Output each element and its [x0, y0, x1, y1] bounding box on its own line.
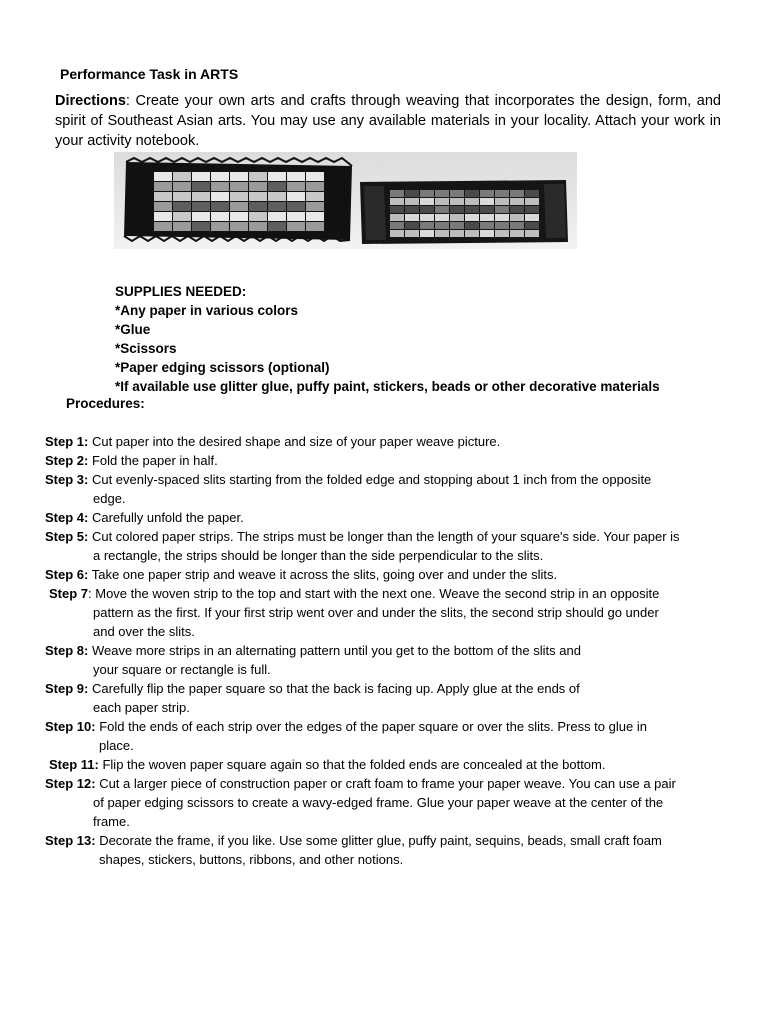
weave-cell	[154, 192, 172, 201]
step-6	[45, 565, 725, 584]
weave-cell	[390, 198, 404, 205]
step-text: Decorate the frame, if you like. Use some glitter glue, puffy paint, sequins, beads, small craft foam	[95, 833, 662, 848]
weave-cell	[510, 230, 524, 237]
weave-cell	[510, 198, 524, 205]
step-7-continued: pattern as the first. If your first strip went over and under the slits, the second strip should go under	[93, 605, 659, 620]
step-label: Step 11:	[49, 757, 99, 772]
weave-cell	[230, 192, 248, 201]
paper-weave-photo	[114, 152, 577, 249]
weave-cell	[192, 222, 210, 231]
weave-cell	[211, 202, 229, 211]
weave-cell	[287, 202, 305, 211]
step-label: Step 2:	[45, 453, 89, 468]
supply-item: *Any paper in various colors	[115, 303, 299, 318]
weave-cell	[420, 214, 434, 221]
step-10	[45, 717, 725, 736]
weave-cell	[525, 206, 539, 213]
weave-cell	[287, 172, 305, 181]
step-label: Step 1:	[45, 434, 89, 449]
weave-cell	[495, 222, 509, 229]
supplies-heading: SUPPLIES NEEDED:	[115, 284, 247, 299]
weave-cell	[450, 230, 464, 237]
weave-cell	[495, 190, 509, 197]
weave-cell	[211, 222, 229, 231]
weave-cell	[450, 214, 464, 221]
step-2	[45, 451, 725, 470]
weave-cell	[306, 212, 324, 221]
step-label: Step 10:	[45, 719, 96, 734]
weave-cell	[405, 198, 419, 205]
step-13	[45, 831, 725, 850]
weave-cell	[211, 172, 229, 181]
step-label: Step 3:	[45, 472, 89, 487]
weave-cell	[192, 202, 210, 211]
page-title: Performance Task in ARTS	[60, 66, 239, 82]
weave-cell	[173, 212, 191, 221]
weave-cell	[249, 182, 267, 191]
weave-cell	[480, 222, 494, 229]
weave-cell	[268, 182, 286, 191]
weave-cell	[435, 222, 449, 229]
weave-cell	[287, 222, 305, 231]
weave-cell	[465, 198, 479, 205]
step-label: Step 7	[49, 586, 89, 601]
step-label: Step 6:	[45, 567, 89, 582]
weave-cell	[510, 206, 524, 213]
weave-cell	[268, 212, 286, 221]
weave-cell	[435, 190, 449, 197]
weave-cell	[287, 212, 305, 221]
weave-cell	[405, 206, 419, 213]
supply-item: *Glue	[115, 322, 151, 337]
supply-item: *Paper edging scissors (optional)	[115, 360, 330, 375]
weave-cell	[390, 222, 404, 229]
step-8	[45, 641, 725, 660]
weave-cell	[192, 182, 210, 191]
steps-list	[45, 432, 725, 869]
weave-cell	[154, 182, 172, 191]
step-label: Step 8:	[45, 643, 89, 658]
weave-cell	[230, 212, 248, 221]
weave-cell	[249, 222, 267, 231]
weave-cell	[465, 190, 479, 197]
weave-cell	[480, 198, 494, 205]
weave-cell	[480, 214, 494, 221]
weave-cell	[390, 206, 404, 213]
weave-cell	[465, 206, 479, 213]
weave-cell	[173, 202, 191, 211]
step-label: Step 9:	[45, 681, 89, 696]
weave-cell	[525, 222, 539, 229]
weave-cell	[480, 230, 494, 237]
weave-cell	[154, 202, 172, 211]
weave-cell	[230, 202, 248, 211]
weave-cell	[465, 214, 479, 221]
weave-cell	[510, 214, 524, 221]
weave-cell	[450, 190, 464, 197]
step-11	[45, 755, 725, 774]
weave-cell	[525, 190, 539, 197]
weave-cell	[173, 222, 191, 231]
step-text: Cut a larger piece of construction paper or craft foam to frame your paper weave. You can use a pair	[95, 776, 676, 791]
weave-cell	[154, 222, 172, 231]
weave-cell	[306, 192, 324, 201]
weave-cell	[192, 192, 210, 201]
weave-cell	[480, 206, 494, 213]
weave-cell	[192, 172, 210, 181]
weave-cell	[390, 230, 404, 237]
step-10-continued: place.	[99, 738, 134, 753]
weave-cell	[480, 190, 494, 197]
step-9	[45, 679, 725, 698]
step-1	[45, 432, 725, 451]
weave-cell	[420, 222, 434, 229]
weave-cell	[465, 222, 479, 229]
weave-cell	[268, 192, 286, 201]
weave-cell	[306, 202, 324, 211]
weave-cell	[154, 172, 172, 181]
step-8-continued: your square or rectangle is full.	[93, 662, 271, 677]
step-text: Cut paper into the desired shape and size of your paper weave picture.	[88, 434, 501, 449]
weave-cell	[249, 172, 267, 181]
supply-item: *If available use glitter glue, puffy paint, stickers, beads or other decorative materials	[115, 379, 660, 394]
supply-item: *Scissors	[115, 341, 177, 356]
step-5-continued: a rectangle, the strips should be longer than the side perpendicular to the slits.	[93, 548, 544, 563]
weave-cell	[268, 202, 286, 211]
step-3	[45, 470, 725, 489]
step-12-continued: of paper edging scissors to create a wavy-edged frame. Glue your paper weave at the center of the	[93, 795, 664, 810]
step-label: Step 5:	[45, 529, 89, 544]
weave-cell	[211, 182, 229, 191]
step-text: Fold the ends of each strip over the edges of the paper square or over the slits. Press to glue in	[95, 719, 647, 734]
step-12	[45, 774, 725, 793]
step-7-continued: and over the slits.	[93, 624, 195, 639]
step-text: : Move the woven strip to the top and start with the next one. Weave the second strip in an opposite	[88, 586, 660, 601]
weave-cell	[450, 206, 464, 213]
step-text: Weave more strips in an alternating pattern until you get to the bottom of the slits and	[88, 643, 581, 658]
weave-cell	[495, 198, 509, 205]
weave-cell	[390, 214, 404, 221]
weave-cell	[435, 214, 449, 221]
weave-cell	[405, 222, 419, 229]
weave-cell	[173, 182, 191, 191]
left-paper-weave	[124, 158, 352, 241]
weave-cell	[230, 182, 248, 191]
weave-cell	[230, 172, 248, 181]
weave-cell	[192, 212, 210, 221]
weave-cell	[306, 182, 324, 191]
weave-cell	[435, 230, 449, 237]
weave-cell	[495, 206, 509, 213]
weave-cell	[510, 190, 524, 197]
directions-label: Directions	[55, 93, 126, 109]
weave-cell	[268, 222, 286, 231]
weave-cell	[495, 214, 509, 221]
step-5	[45, 527, 725, 546]
weave-cell	[465, 230, 479, 237]
weave-cell	[306, 222, 324, 231]
weave-cell	[420, 206, 434, 213]
weave-cell	[249, 212, 267, 221]
step-12-continued: frame.	[93, 814, 130, 829]
step-text: Take one paper strip and weave it across the slits, going over and under the slits.	[88, 567, 558, 582]
step-13-continued: shapes, stickers, buttons, ribbons, and other notions.	[99, 852, 404, 867]
weave-cell	[268, 172, 286, 181]
step-label: Step 4:	[45, 510, 89, 525]
step-text: Fold the paper in half.	[88, 453, 218, 468]
step-text: Carefully flip the paper square so that the back is facing up. Apply glue at the ends of	[88, 681, 580, 696]
procedures-heading: Procedures:	[66, 396, 145, 411]
step-3-continued: edge.	[93, 491, 126, 506]
weave-cell	[173, 172, 191, 181]
weave-cell	[450, 222, 464, 229]
weave-cell	[450, 198, 464, 205]
weave-cell	[211, 192, 229, 201]
paper-weave-illustration	[114, 152, 577, 249]
weave-cell	[287, 182, 305, 191]
weave-cell	[249, 192, 267, 201]
step-label: Step 13:	[45, 833, 96, 848]
weave-cell	[173, 192, 191, 201]
step-text: Cut evenly-spaced slits starting from the folded edge and stopping about 1 inch from the opposite	[88, 472, 652, 487]
weave-cell	[405, 214, 419, 221]
step-9-continued: each paper strip.	[93, 700, 190, 715]
weave-cell	[287, 192, 305, 201]
step-7	[45, 584, 725, 603]
weave-cell	[249, 202, 267, 211]
weave-cell	[154, 212, 172, 221]
weave-cell	[435, 198, 449, 205]
weave-cell	[211, 212, 229, 221]
weave-cell	[230, 222, 248, 231]
weave-cell	[525, 214, 539, 221]
step-text: Carefully unfold the paper.	[88, 510, 244, 525]
weave-cell	[510, 222, 524, 229]
weave-cell	[390, 190, 404, 197]
weave-cell	[525, 230, 539, 237]
supplies-list	[115, 282, 660, 396]
weave-cell	[420, 190, 434, 197]
weave-cell	[435, 206, 449, 213]
weave-cell	[405, 230, 419, 237]
right-paper-weave	[360, 180, 568, 244]
directions-text: : Create your own arts and crafts through weaving that incorporates the design, form, and spirit of Southeast Asian arts. You may use any available materials in your locality. Attach your work in your activity notebook.	[55, 93, 721, 149]
weave-cell	[306, 172, 324, 181]
step-4	[45, 508, 725, 527]
weave-cell	[420, 230, 434, 237]
directions-paragraph	[55, 91, 721, 151]
weave-cell	[405, 190, 419, 197]
weave-cell	[495, 230, 509, 237]
step-text: Flip the woven paper square again so that the folded ends are concealed at the bottom.	[98, 757, 606, 772]
step-label: Step 12:	[45, 776, 96, 791]
step-text: Cut colored paper strips. The strips must be longer than the length of your square's side. Your paper is	[88, 529, 680, 544]
weave-cell	[525, 198, 539, 205]
weave-cell	[420, 198, 434, 205]
